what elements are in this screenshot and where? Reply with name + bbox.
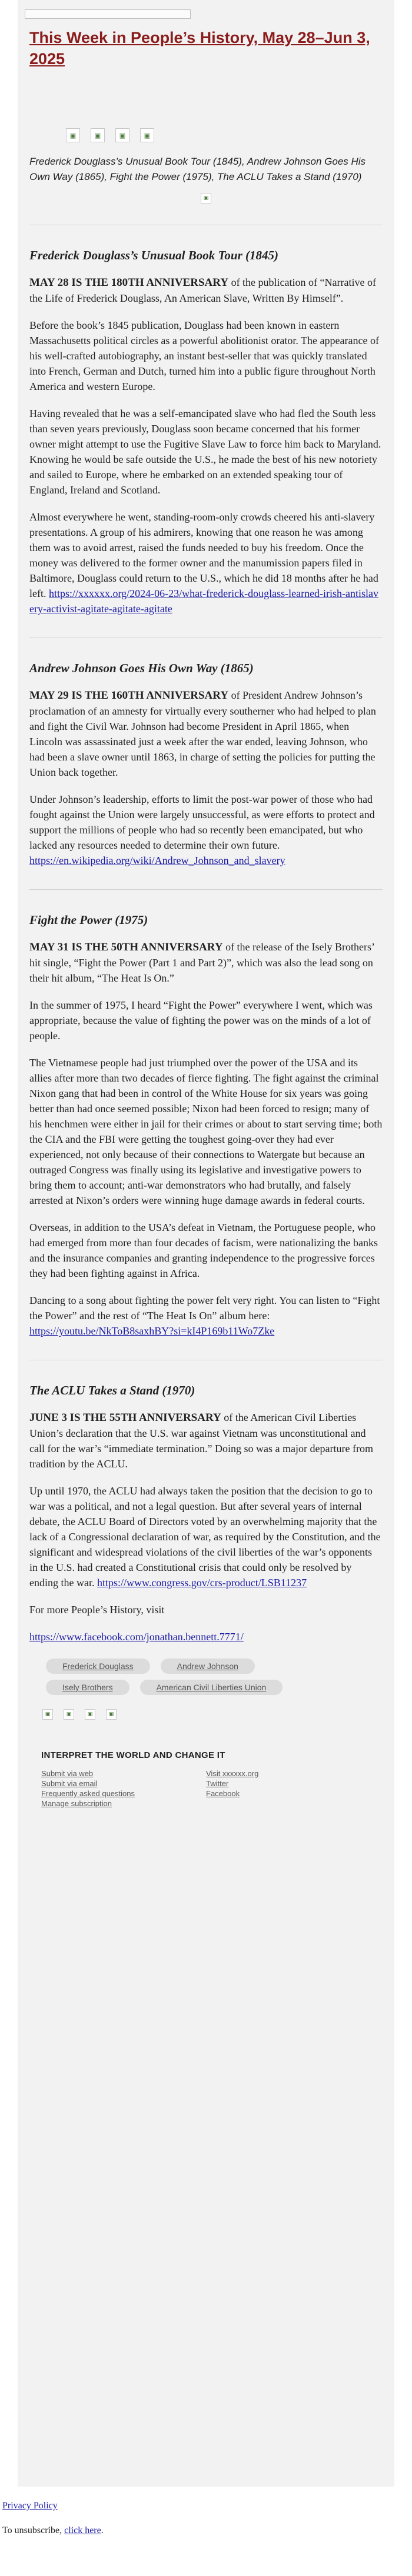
broken-image-icon: ▣ xyxy=(201,193,211,203)
article-paragraph: In the summer of 1975, I heard “Fight the Power” everywhere I went, which was appropriate, because the value of fighting the power was on the minds of a lot of people. xyxy=(29,999,373,1042)
lead-text: of the release of the Isely Brothers’ hit single, “Fight the Power (Part 1 and Part 2)”, which was also the lead song on their hit album, “The Heat Is On.” xyxy=(29,941,374,984)
footer xyxy=(18,1737,394,1820)
paragraph-text: Dancing to a song about fighting the power felt very right. You can listen to “Fight the Power” and the rest of “The Heat Is On” album here: xyxy=(29,1294,380,1322)
article-paragraph xyxy=(29,509,383,616)
facebook-link[interactable]: https://www.facebook.com/jonathan.bennett.7771/ xyxy=(29,1631,244,1643)
article-lead xyxy=(29,939,383,986)
article-paragraph xyxy=(29,1293,383,1339)
share-icon-4[interactable]: ▣ xyxy=(140,128,154,142)
tag-isely-brothers[interactable]: Isely Brothers xyxy=(46,1680,129,1695)
issue-summary: Frederick Douglass’s Unusual Book Tour (1845), Andrew Johnson Goes His Own Way (1865), Fight the Power (1975), The ACLU Takes a Stand (1970) xyxy=(29,156,366,182)
article-fight-the-power xyxy=(29,911,383,1339)
article-paragraph: The Vietnamese people had just triumphed over the power of the USA and its allies after more than two decades of fierce fighting. The fight against the criminal Nixon gang that had been in control of the White House for six years was going better than had once seemed possible; Nixon had been forced to resign; many of his henchmen were either in jail for their crimes or about to start serving time; both the CIA and the FBI were getting the toughest going-over they had ever experienced, not only because of their connections to Watergate but because an outraged Congress was finally using its legislative and investigative powers to bring them to account; anti-war demonstrators who had brutally, and falsely arrested at Nixon’s orders were winning huge damage awards in federal courts. xyxy=(29,1057,383,1206)
footer-columns xyxy=(41,1769,371,1808)
social-icon-1[interactable]: ▣ xyxy=(42,1709,53,1720)
social-icon-3[interactable]: ▣ xyxy=(85,1709,95,1720)
newsletter-title[interactable]: This Week in People’s History, May 28–Jun 3, 2025 xyxy=(29,29,370,68)
tag-frederick-douglass[interactable]: Frederick Douglass xyxy=(46,1659,150,1674)
anniversary-label: JUNE 3 IS THE 55TH ANNIVERSARY xyxy=(29,1412,221,1424)
article-lead xyxy=(29,275,383,306)
divider xyxy=(29,889,383,890)
article-paragraph xyxy=(29,1629,383,1644)
article-aclu xyxy=(29,1382,383,1644)
paragraph-text: Up until 1970, the ACLU had always taken the position that the decision to go to war was a political, and not a legal question. But after several years of internal debate, the ACLU Board of Directors voted by an overwhelming majority that the lack of a Congressional declaration of war, as required by the Constitution, and the significant and widespread violations of the civil liberties of the war’s opponents in the U.S. had created a Constitutional crisis that could only be resolved by ending the war. xyxy=(29,1485,381,1589)
paragraph-text: Almost everywhere he went, standing-room-only crowds cheered his anti-slavery presentations. A group of his admirers, knowing that one reason he was among them was to avoid arrest, raised the funds needed to buy his freedom. Once the money was delivered to the former owner and the manumission papers filed in Baltimore, Douglass could return to the U.S., which he did 18 months after he had left. xyxy=(29,511,378,599)
share-icon-2[interactable]: ▣ xyxy=(91,128,105,142)
share-icons-row xyxy=(66,128,394,142)
unsubscribe-suffix: . xyxy=(101,2525,104,2535)
share-icon-3[interactable]: ▣ xyxy=(115,128,129,142)
footer-right-column xyxy=(206,1769,371,1808)
lead-text: of President Andrew Johnson’s proclamation of an amnesty for virtually every southerner who had helped to plan and fight the Civil War. Johnson had become President in April 1865, when Lincoln was assassinated just a week after the war ended, leaving Johnson, who had been a slave owner until 1863, in charge of setting the policies for putting the Union back together. xyxy=(29,689,376,778)
bottom-legal xyxy=(2,2500,412,2537)
article-paragraph xyxy=(29,792,383,868)
lead-text: of the American Civil Liberties Union’s declaration that the U.S. war against Vietnam was unconstitutional and call for the war’s “immediate termination.” Doing so was a major departure from tradition by the ACLU. xyxy=(29,1412,373,1470)
article-heading: Fight the Power (1975) xyxy=(29,913,148,927)
lead-text: of the publication of “Narrative of the Life of Frederick Douglass, An American Slave, Written By Himself”. xyxy=(29,276,376,304)
topic-tags xyxy=(46,1659,293,1695)
article-douglass xyxy=(29,246,383,616)
email-body xyxy=(18,0,394,2487)
article-heading: Andrew Johnson Goes His Own Way (1865) xyxy=(29,661,254,675)
source-link[interactable]: https://xxxxxx.org/2024-06-23/what-frederick-douglass-learned-irish-antislavery-activist-agitate-agitate-agitate xyxy=(29,588,379,615)
tag-andrew-johnson[interactable]: Andrew Johnson xyxy=(161,1659,255,1674)
article-paragraph xyxy=(29,1483,383,1590)
tag-aclu[interactable]: American Civil Liberties Union xyxy=(140,1680,283,1695)
anniversary-label: MAY 29 IS THE 160TH ANNIVERSARY xyxy=(29,689,229,702)
header-banner-placeholder xyxy=(25,9,191,19)
social-icons-row xyxy=(42,1709,394,1720)
anniversary-label: MAY 31 IS THE 50TH ANNIVERSARY xyxy=(29,941,223,953)
submit-email-link[interactable]: Submit via email xyxy=(41,1779,98,1788)
social-icon-4[interactable]: ▣ xyxy=(106,1709,117,1720)
paragraph-text: Under Johnson’s leadership, efforts to limit the post-war power of those who had fought against the Union were largely unsuccessful, as were efforts to protect and support the millions of people who had so recently been emancipated, but who lacked any resources needed to determine their own future. xyxy=(29,793,375,851)
privacy-policy-link[interactable]: Privacy Policy xyxy=(2,2501,58,2511)
source-link[interactable]: https://en.wikipedia.org/wiki/Andrew_Johnson_and_slavery xyxy=(29,855,285,866)
unsubscribe-text: To unsubscribe, xyxy=(2,2525,65,2535)
article-heading: Frederick Douglass’s Unusual Book Tour (1845) xyxy=(29,248,278,262)
unsubscribe-link[interactable]: click here xyxy=(64,2525,101,2535)
twitter-link[interactable]: Twitter xyxy=(206,1779,229,1788)
faq-link[interactable]: Frequently asked questions xyxy=(41,1789,135,1798)
submit-web-link[interactable]: Submit via web xyxy=(41,1769,94,1778)
article-lead xyxy=(29,1410,383,1471)
anniversary-label: MAY 28 IS THE 180TH ANNIVERSARY xyxy=(29,276,229,289)
article-paragraph: Overseas, in addition to the USA’s defeat in Vietnam, the Portuguese people, who had emerged from more than four decades of facism, were nationalizing the banks and the insurance companies and granting independence to the progressive forces they had been fighting against in Africa. xyxy=(29,1222,378,1279)
facebook-footer-link[interactable]: Facebook xyxy=(206,1789,240,1798)
article-johnson xyxy=(29,659,383,868)
manage-subscription-link[interactable]: Manage subscription xyxy=(41,1799,112,1808)
footer-left-column xyxy=(41,1769,206,1808)
article-lead xyxy=(29,688,383,780)
footer-heading: INTERPRET THE WORLD AND CHANGE IT xyxy=(41,1750,225,1760)
social-icon-2[interactable]: ▣ xyxy=(64,1709,74,1720)
article-heading: The ACLU Takes a Stand (1970) xyxy=(29,1383,195,1397)
visit-site-link[interactable]: Visit xxxxxx.org xyxy=(206,1769,259,1778)
article-paragraph: Before the book’s 1845 publication, Douglass had been known in eastern Massachusetts political circles as a powerful abolitionist orator. The appearance of his well-crafted autobiography, an instant best-seller that was quickly translated into French, German and Dutch, turned him into a public figure throughout North America and western Europe. xyxy=(29,319,379,392)
article-paragraph: For more People’s History, visit xyxy=(29,1604,165,1616)
source-link[interactable]: https://youtu.be/NkToB8saxhBY?si=kI4P169b11Wo7Zke xyxy=(29,1325,275,1337)
article-paragraph: Having revealed that he was a self-emancipated slave who had fled the South less than seven years previously, Douglass soon became concerned that his former owner might attempt to use the Fugitive Slave Law to force him back to Maryland. Knowing he would be safe outside the U.S., he made the best of his new notoriety and sailed to Europe, where he embarked on an extended speaking tour of England, Ireland and Scotland. xyxy=(29,408,381,496)
share-icon-1[interactable]: ▣ xyxy=(66,128,80,142)
source-link[interactable]: https://www.congress.gov/crs-product/LSB11237 xyxy=(97,1577,307,1589)
